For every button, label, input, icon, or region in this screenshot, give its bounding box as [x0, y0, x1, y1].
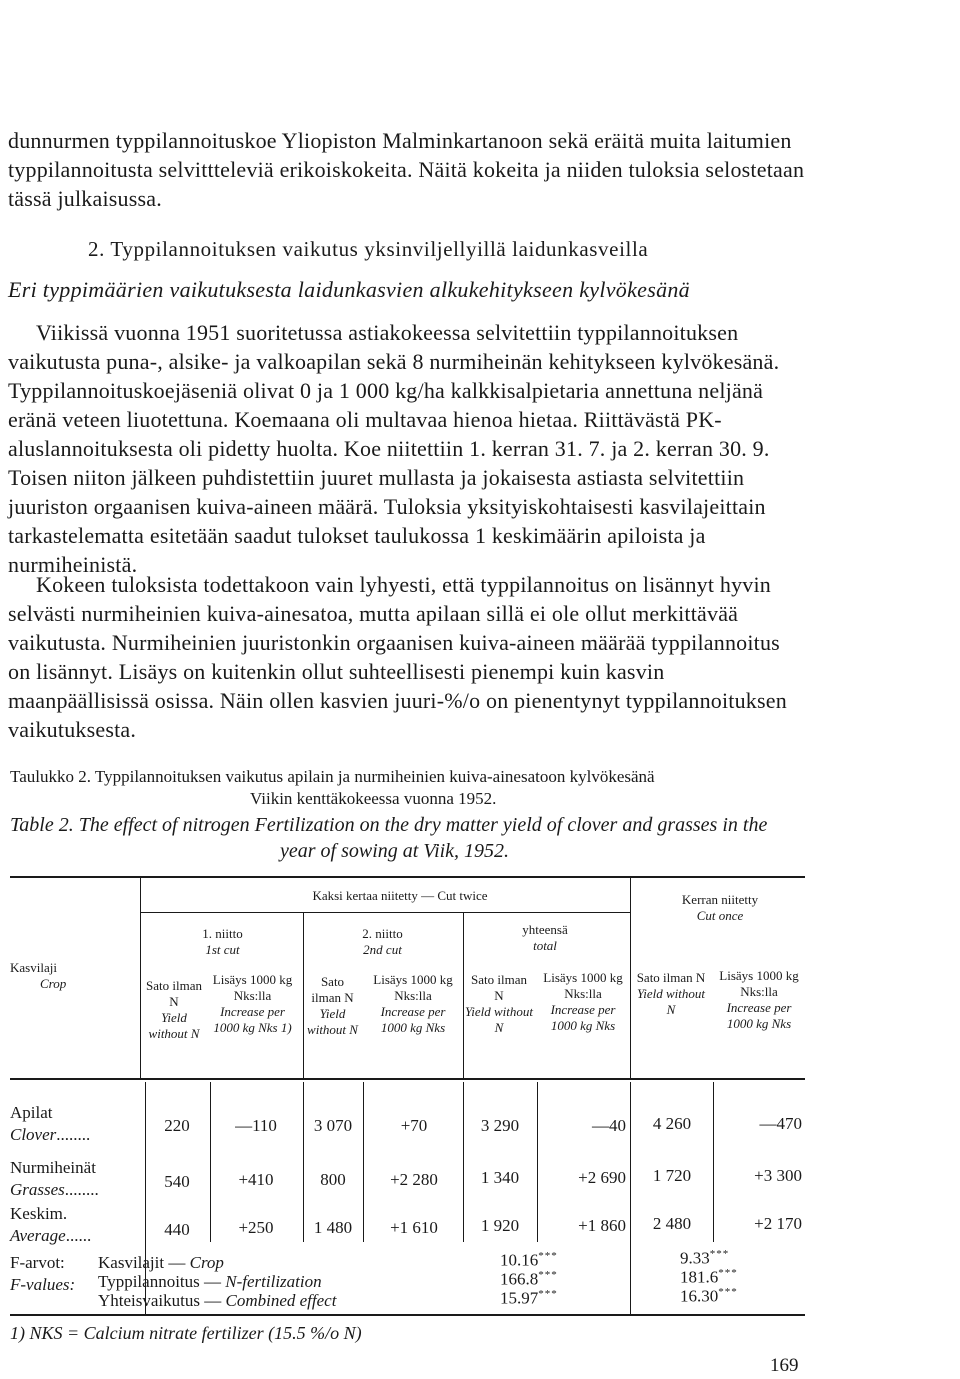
header-total-en: total: [533, 938, 557, 953]
header-group-twice: Kaksi kertaa niitetty — Cut twice: [312, 888, 488, 903]
body-paragraph-2: Kokeen tuloksista todettakoon vain lyhyesti, että typpilannoitus on lisännyt hyvin selvästi nurmiheinien kuiva-ainesatoa, mutta apilaan sillä ei ole ollut merkittävää vaikutusta. Nurmiheinien juuristonkin orgaanisen kuiva-aineen määrää typpilannoitus on lisännyt. Lisäys on kuitenkin ollut suhteellisesti pienempi kuin kasvin maanpäällisissä osissa. Näin ollen kasvien juuri-%/o on pienentynyt typpilannoituksen vaikutuksesta.: [8, 572, 787, 742]
subheader-increase-total: Lisäys 1000 kg Nks:lla Increase per 1000 kg Nks: [543, 970, 623, 1033]
col-rule-body-3: [303, 1082, 304, 1242]
header-cut2-fi: 2. niitto: [362, 926, 403, 941]
f-total-crop: 10.16***: [500, 1250, 558, 1270]
f-once-nfert: 181.6***: [680, 1267, 738, 1287]
cell-grasses-increase-total: +2 690: [578, 1168, 626, 1187]
f-once-combined: 16.30***: [680, 1286, 738, 1306]
cell-average-yield-once: 2 480: [652, 1214, 692, 1233]
cell-grasses-increase-cut2: +2 280: [390, 1170, 438, 1189]
f-values-label: [10, 1252, 75, 1296]
section-heading: 2. Typpilannoituksen vaikutus yksinviljellyillä laidunkasveilla: [88, 237, 649, 261]
col-rule-2: [303, 912, 304, 1078]
table-caption-en: [10, 812, 830, 864]
col-rule-body-8: [713, 1082, 714, 1242]
subheader-increase-cut1: Lisäys 1000 kg Nks:lla Increase per 1000 kg Nks 1): [212, 972, 293, 1035]
table-caption-fi-line1: Taulukko 2. Typpilannoituksen vaikutus apilain ja nurmiheinien kuiva-ainesatoon kylvökesänä: [10, 767, 655, 786]
table-bottom-rule: [10, 1314, 805, 1316]
header-crop-fi: Kasvilaji: [10, 960, 57, 975]
page-number: 169: [770, 1355, 799, 1376]
f-values-label-en: F-values:: [10, 1275, 76, 1294]
group-rule: [140, 912, 630, 913]
col-rule-body-6: [537, 1082, 538, 1242]
header-cut2-en: 2nd cut: [363, 942, 402, 957]
cell-grasses-yield-cut1: 540: [164, 1172, 190, 1191]
intro-paragraph: dunnurmen typpilannoituskoe Yliopiston Malminkartanoon sekä eräitä muita laitumien typpilannoitusta selvittteleviä erikoiskokeita. Näitä kokeita ja niiden tuloksia selostetaan tässä julkaisussa.: [8, 128, 805, 211]
row-label-average: Keskim. Average......: [10, 1204, 92, 1245]
cell-clover-increase-cut2: +70: [400, 1116, 428, 1135]
f-row-combined: Yhteisvaikutus — Combined effect: [98, 1291, 337, 1310]
cell-clover-increase-cut1: —110: [235, 1116, 277, 1135]
cell-clover-increase-total: —40: [592, 1116, 626, 1135]
cell-average-increase-cut2: +1 610: [390, 1218, 438, 1237]
cell-clover-increase-once: —470: [759, 1114, 802, 1133]
cell-grasses-increase-cut1: +410: [238, 1170, 274, 1189]
cell-clover-yield-total: 3 290: [480, 1116, 520, 1135]
header-cut1-en: 1st cut: [205, 942, 240, 957]
cell-clover-yield-cut1: 220: [164, 1116, 190, 1135]
cell-average-yield-total: 1 920: [480, 1216, 520, 1235]
cell-clover-yield-once: 4 260: [652, 1114, 692, 1133]
header-crop-en: Crop: [40, 976, 67, 991]
header-group-once-en: Cut once: [696, 908, 744, 923]
f-row-crop: Kasvilajit — Crop: [98, 1253, 224, 1272]
cell-average-increase-cut1: +250: [238, 1218, 274, 1237]
col-rule-3: [463, 912, 464, 1078]
col-rule-body-5: [463, 1082, 464, 1242]
cell-average-increase-once: +2 170: [754, 1214, 802, 1233]
f-total-combined: 15.97***: [500, 1288, 558, 1308]
section-subheading: Eri typpimäärien vaikutuksesta laidunkasvien alkukehitykseen kylvökesänä: [8, 277, 690, 302]
row-label-grasses: Nurmiheinät Grasses........: [10, 1158, 99, 1199]
cell-clover-yield-cut2: 3 070: [313, 1116, 353, 1135]
cell-average-increase-total: +1 860: [578, 1216, 626, 1235]
cell-average-yield-cut2: 1 480: [313, 1218, 353, 1237]
footnote: 1) NKS = Calcium nitrate fertilizer (15.5 %/o N): [10, 1323, 362, 1343]
col-rule-body-7: [630, 1082, 631, 1314]
subheader-yield-cut1: Sato ilman N Yield without N: [146, 978, 202, 1041]
f-once-crop: 9.33***: [680, 1248, 730, 1268]
subheader-yield-once: Sato ilman N Yield without N: [636, 970, 706, 1017]
cell-grasses-yield-once: 1 720: [652, 1166, 692, 1185]
subheader-yield-cut2: Sato ilman N Yield without N: [307, 974, 358, 1037]
header-cut1: [150, 926, 295, 958]
f-values-label-fi: F-arvot:: [10, 1253, 65, 1272]
cell-grasses-yield-cut2: 800: [320, 1170, 346, 1189]
cell-grasses-increase-once: +3 300: [754, 1166, 802, 1185]
col-rule-1: [140, 878, 141, 1078]
cell-grasses-yield-total: 1 340: [480, 1168, 520, 1187]
col-rule-body-2: [210, 1082, 211, 1242]
header-cut2: [310, 926, 455, 958]
body-paragraph-1: Viikissä vuonna 1951 suoritetussa astiakokeessa selvitettiin typpilannoituksen vaikutusta puna-, alsike- ja valkoapilan sekä 8 nurmiheinän kehitykseen kylvökesänä. Typpilannoituskoejäseniä olivat 0 ja 1 000 kg/ha kalkkisalpietaria annettuna neljänä eränä veteen liuotettuna. Koemaana oli multavaa hienoa hietaa. Riittävästä PK-aluslannoituksesta oli pidetty huolta. Koe niitettiin 1. kerran 31. 7. ja 2. kerran 30. 9. Toisen niiton jälkeen puhdistettiin juuret mullasta ja jokaisesta astiasta selvitettiin juuriston orgaanisen kuiva-aineen määrä. Tuloksia yksityiskohtaisesti kasvilajeittain tarkastelematta esitetään saadut tulokset taulukossa 1 keskimäärin apiloista ja nurmiheinistä.: [8, 320, 780, 577]
header-total-fi: yhteensä: [522, 922, 568, 937]
header-crop: [10, 960, 120, 992]
col-rule-body-4: [363, 1082, 364, 1242]
header-cut1-fi: 1. niitto: [202, 926, 243, 941]
subheader-yield-total: Sato ilman N Yield without N: [465, 972, 534, 1035]
f-total-nfert: 166.8***: [500, 1269, 558, 1289]
header-group-once: [640, 892, 800, 924]
header-total: [470, 922, 620, 954]
col-rule-4: [630, 878, 631, 1078]
row-label-clover: Apilat Clover........: [10, 1103, 91, 1144]
table-caption-en-line2: year of sowing at Viik, 1952.: [280, 840, 510, 862]
table-caption-fi-line2: Viikin kenttäkokeessa vuonna 1952.: [250, 789, 497, 808]
header-group-once-fi: Kerran niitetty: [681, 892, 759, 907]
table-top-rule: [10, 876, 805, 878]
subheader-increase-once: Lisäys 1000 kg Nks:lla Increase per 1000 kg Nks: [719, 968, 799, 1031]
f-row-nfert: Typpilannoitus — N-fertilization: [98, 1272, 322, 1291]
header-bottom-rule: [10, 1078, 805, 1080]
subheader-increase-cut2: Lisäys 1000 kg Nks:lla Increase per 1000 kg Nks: [373, 972, 453, 1035]
cell-average-yield-cut1: 440: [164, 1220, 190, 1239]
table-caption-en-line1: Table 2. The effect of nitrogen Fertilization on the dry matter yield of clover and grasses in the: [10, 814, 768, 836]
table-caption-fi: [10, 766, 810, 810]
